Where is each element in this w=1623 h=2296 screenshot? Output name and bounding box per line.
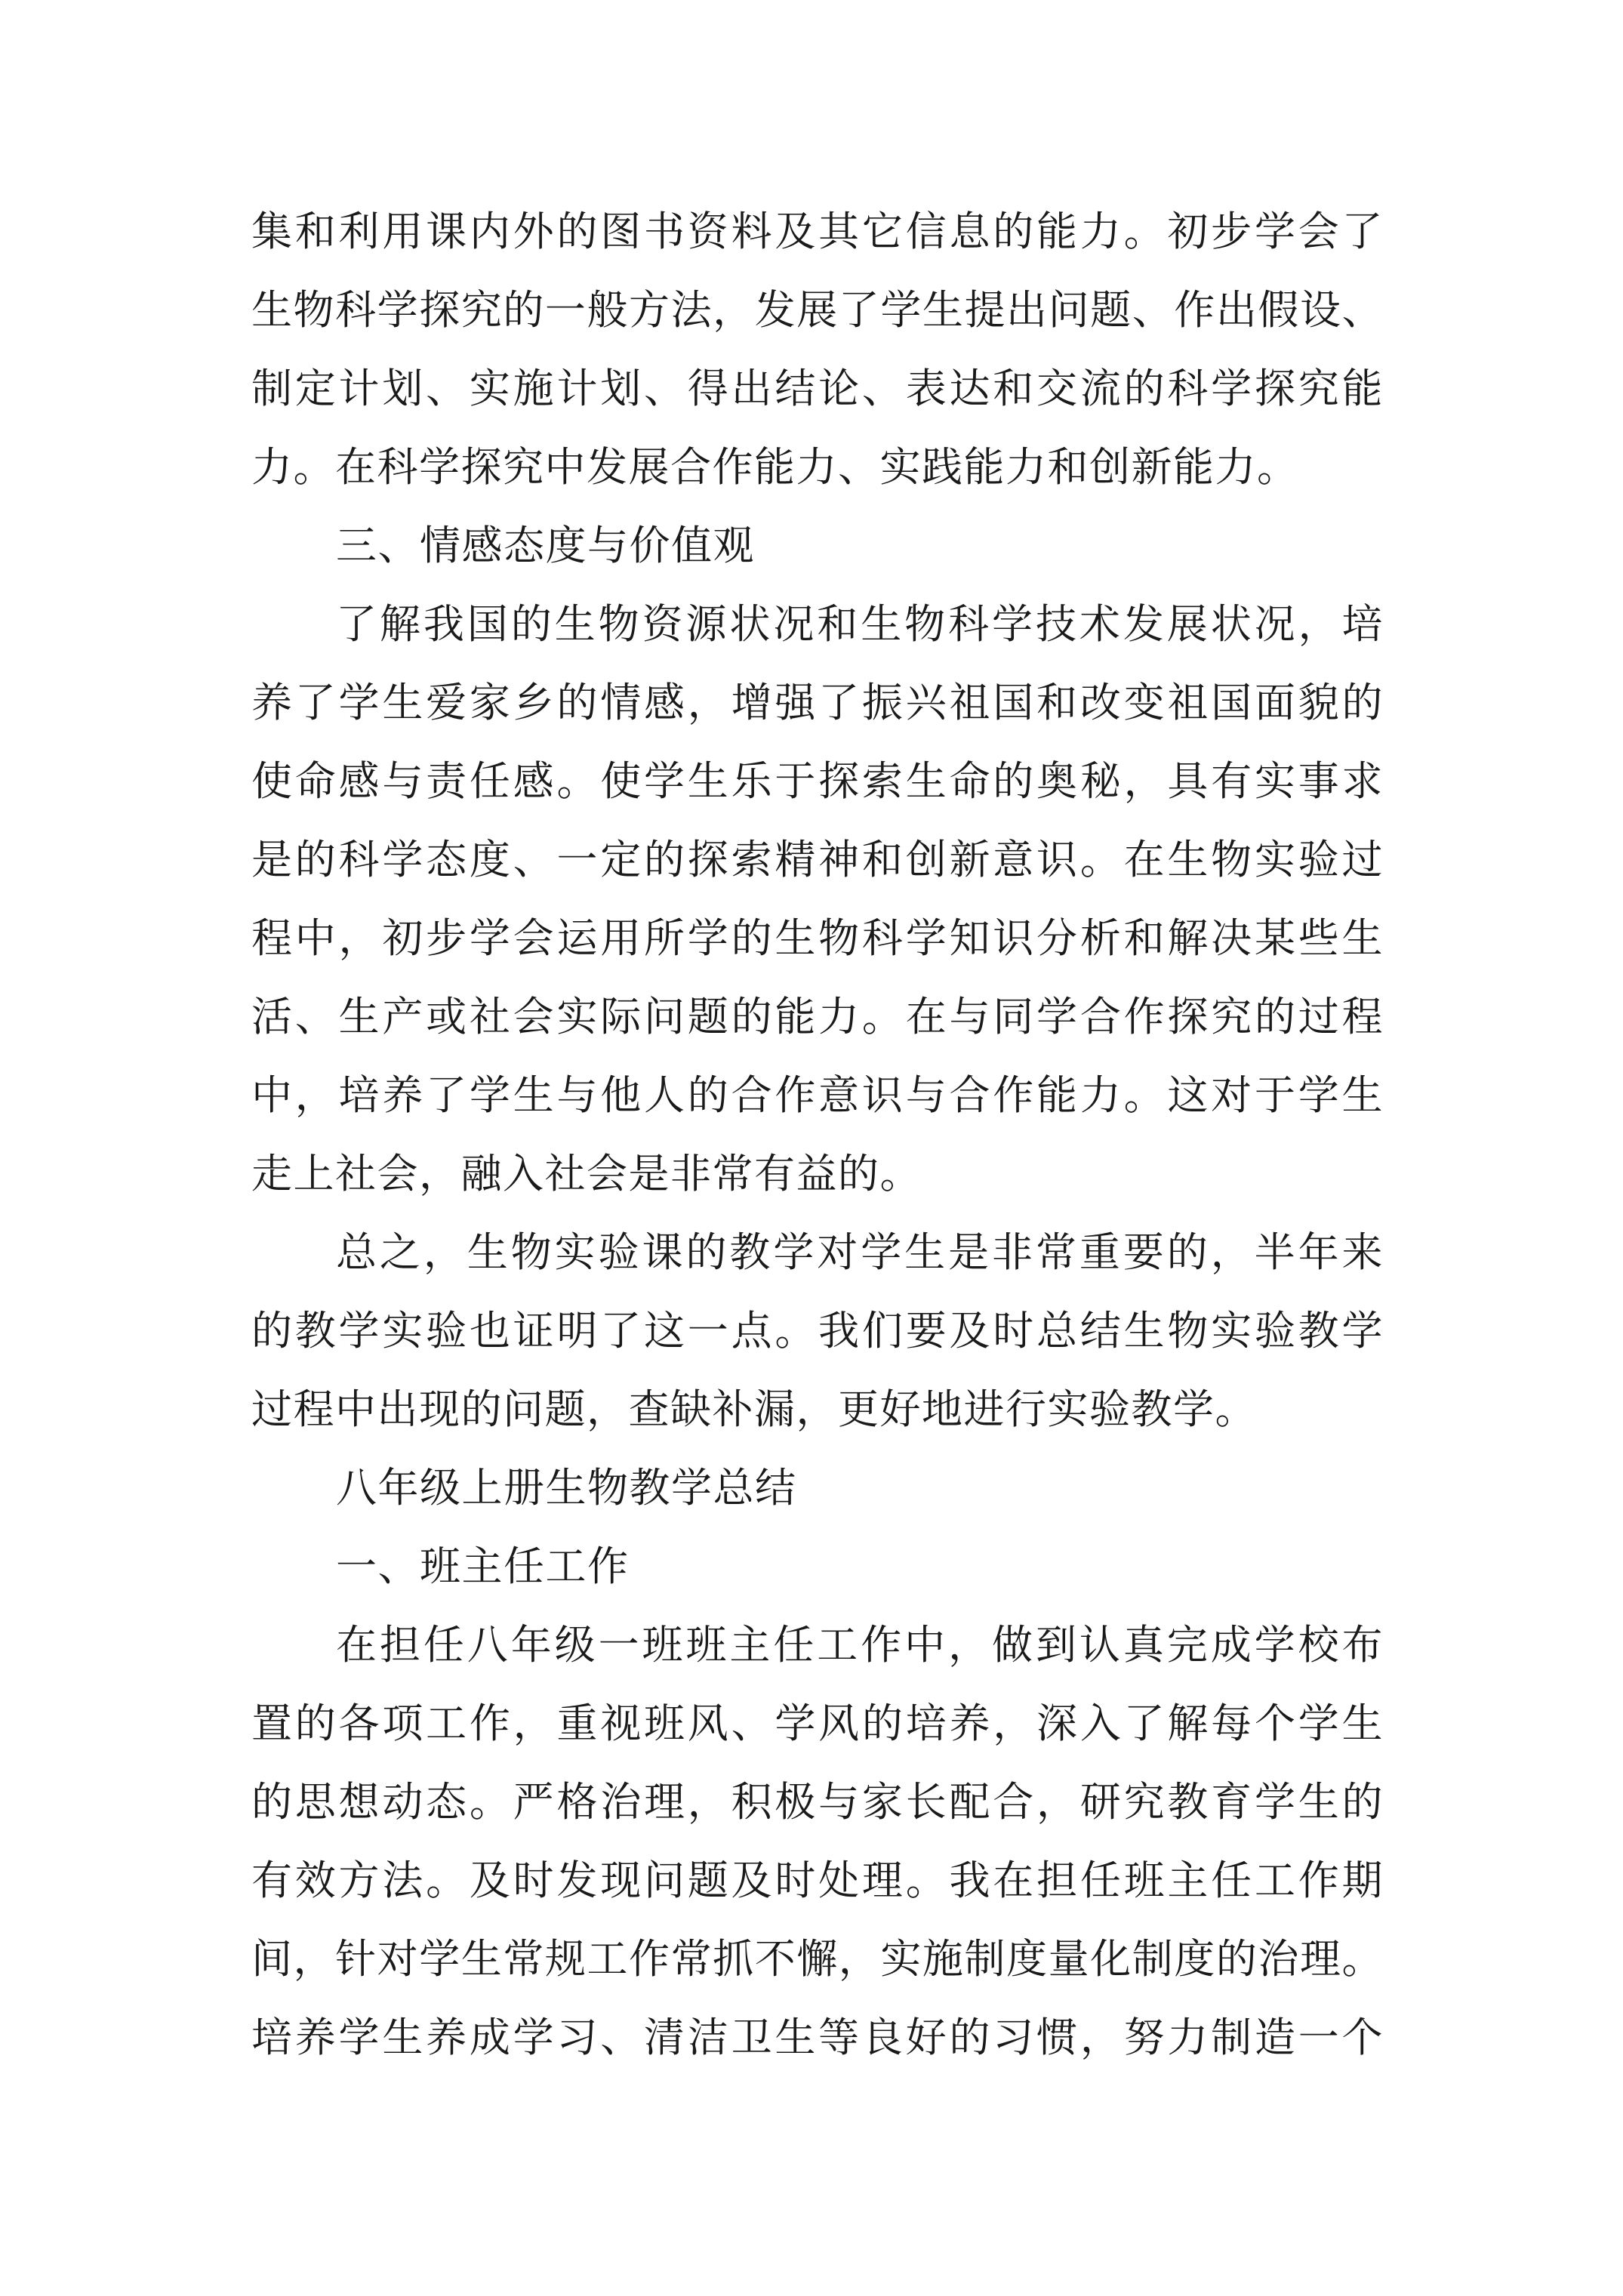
document-title: 八年级上册生物教学总结 bbox=[336, 1464, 797, 1512]
text-line: 的思想动态。严格治理，积极与家长配合，研究教育学生的 bbox=[251, 1778, 1384, 1826]
text-line: 的教学实验也证明了这一点。我们要及时总结生物实验教学 bbox=[251, 1307, 1384, 1354]
text-line: 培养学生养成学习、清洁卫生等良好的习惯，努力制造一个 bbox=[251, 2014, 1384, 2061]
text-line: 制定计划、实施计划、得出结论、表达和交流的科学探究能 bbox=[251, 365, 1384, 412]
text-line: 养了学生爱家乡的情感，增强了振兴祖国和改变祖国面貌的 bbox=[251, 679, 1384, 726]
text-line: 集和利用课内外的图书资料及其它信息的能力。初步学会了 bbox=[251, 208, 1384, 255]
section-heading: 一、班主任工作 bbox=[336, 1542, 630, 1590]
text-line: 有效方法。及时发现问题及时处理。我在担任班主任工作期 bbox=[251, 1857, 1384, 1904]
text-line: 程中，初步学会运用所学的生物科学知识分析和解决某些生 bbox=[251, 914, 1384, 962]
text-line: 置的各项工作，重视班风、学风的培养，深入了解每个学生 bbox=[251, 1700, 1384, 1747]
text-line: 间，针对学生常规工作常抓不懈，实施制度量化制度的治理。 bbox=[251, 1935, 1384, 1983]
text-line: 走上社会，融入社会是非常有益的。 bbox=[251, 1150, 922, 1197]
text-line: 中，培养了学生与他人的合作意识与合作能力。这对于学生 bbox=[251, 1071, 1384, 1119]
paragraph-first-line: 总之，生物实验课的教学对学生是非常重要的，半年来 bbox=[336, 1228, 1384, 1276]
text-line: 是的科学态度、一定的探索精神和创新意识。在生物实验过 bbox=[251, 836, 1384, 883]
text-line: 过程中出现的问题，查缺补漏，更好地进行实验教学。 bbox=[251, 1385, 1257, 1433]
text-line: 使命感与责任感。使学生乐于探索生命的奥秘，具有实事求 bbox=[251, 757, 1384, 805]
text-line: 力。在科学探究中发展合作能力、实践能力和创新能力。 bbox=[251, 443, 1299, 491]
paragraph-first-line: 了解我国的生物资源状况和生物科学技术发展状况，培 bbox=[336, 600, 1384, 648]
section-heading: 三、情感态度与价值观 bbox=[336, 522, 755, 569]
text-line: 活、生产或社会实际问题的能力。在与同学合作探究的过程 bbox=[251, 993, 1384, 1040]
paragraph-first-line: 在担任八年级一班班主任工作中，做到认真完成学校布 bbox=[336, 1621, 1384, 1669]
text-line: 生物科学探究的一般方法，发展了学生提出问题、作出假设、 bbox=[251, 286, 1384, 334]
